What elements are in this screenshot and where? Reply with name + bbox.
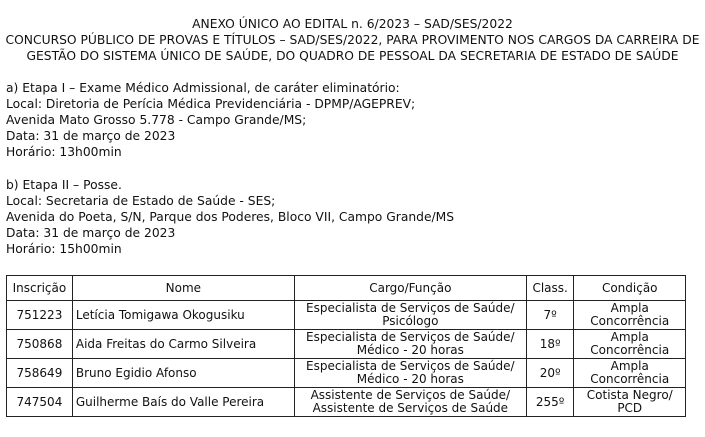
cell-inscricao: 747504	[7, 388, 73, 417]
stage-2-local: Local: Secretaria de Estado de Saúde - SES;	[6, 194, 276, 208]
cargo-line-2: Médico - 20 horas	[356, 372, 464, 386]
cond-line-2: Concorrência	[590, 314, 670, 328]
cell-cargo	[294, 301, 526, 330]
stage-2-section	[6, 177, 696, 257]
stage-1-address: Avenida Mato Grosso 5.778 - Campo Grande/MS;	[6, 113, 307, 127]
cell-condicao	[574, 301, 686, 330]
stage-1-section	[6, 80, 696, 160]
cell-inscricao: 751223	[7, 301, 73, 330]
cell-condicao	[574, 359, 686, 388]
cond-line-2: Concorrência	[590, 343, 670, 357]
cargo-line-2: Assistente de Serviços de Saúde	[312, 401, 509, 415]
cell-cargo	[294, 359, 526, 388]
cargo-line-1: Especialista de Serviços de Saúde/	[306, 330, 515, 344]
table-row	[7, 330, 686, 359]
cell-inscricao: 750868	[7, 330, 73, 359]
cond-line-2: Concorrência	[590, 372, 670, 386]
cell-class: 7º	[526, 301, 574, 330]
cargo-line-1: Especialista de Serviços de Saúde/	[306, 301, 515, 315]
stage-1-date: Data: 31 de março de 2023	[6, 129, 176, 143]
stage-1-local: Local: Diretoria de Perícia Médica Previdenciária - DPMP/AGEPREV;	[6, 97, 416, 111]
table-row	[7, 359, 686, 388]
cell-condicao	[574, 330, 686, 359]
cond-line-1: Ampla	[610, 330, 649, 344]
stage-2-heading: b) Etapa II – Posse.	[6, 178, 122, 192]
edital-title: ANEXO ÚNICO AO EDITAL n. 6/2023 – SAD/SES/2022	[192, 17, 513, 31]
cell-nome: Aida Freitas do Carmo Silveira	[72, 330, 294, 359]
column-header-class: Class.	[526, 276, 574, 301]
table-header-row	[7, 276, 686, 301]
cell-class: 20º	[526, 359, 574, 388]
cell-class: 255º	[526, 388, 574, 417]
edital-subtitle: CONCURSO PÚBLICO DE PROVAS E TÍTULOS – SAD/SES/2022, PARA PROVIMENTO NOS CARGOS DA CARREIRA DE GESTÃO DO SISTEMA ÚNICO DE SAÚDE, DO QUADRO DE PESSOAL DA SECRETARIA DE ESTADO DE SAÚDE	[5, 33, 700, 63]
cond-line-2: PCD	[617, 401, 643, 415]
stage-1-heading: a) Etapa I – Exame Médico Admissional, de caráter eliminatório:	[6, 81, 400, 95]
cargo-line-2: Médico - 20 horas	[356, 343, 464, 357]
column-header-inscricao: Inscrição	[7, 276, 73, 301]
cell-nome: Letícia Tomigawa Okogusiku	[72, 301, 294, 330]
stage-2-date: Data: 31 de março de 2023	[6, 226, 176, 240]
cargo-line-2: Psicólogo	[382, 314, 439, 328]
stage-1-time: Horário: 13h00min	[6, 145, 122, 159]
cell-inscricao: 758649	[7, 359, 73, 388]
cell-class: 18º	[526, 330, 574, 359]
column-header-condicao: Condição	[574, 276, 686, 301]
cell-cargo	[294, 388, 526, 417]
cell-cargo	[294, 330, 526, 359]
cell-nome: Guilherme Baís do Valle Pereira	[72, 388, 294, 417]
cond-line-1: Ampla	[610, 359, 649, 373]
table-row	[7, 301, 686, 330]
cargo-line-1: Assistente de Serviços de Saúde/	[310, 388, 511, 402]
stage-2-address: Avenida do Poeta, S/N, Parque dos Poderes, Bloco VII, Campo Grande/MS	[6, 210, 455, 224]
table-row	[7, 388, 686, 417]
cargo-line-1: Especialista de Serviços de Saúde/	[306, 359, 515, 373]
column-header-nome: Nome	[72, 276, 294, 301]
candidates-table	[6, 275, 686, 417]
cell-condicao	[574, 388, 686, 417]
cond-line-1: Cotista Negro/	[586, 388, 673, 402]
cell-nome: Bruno Egidio Afonso	[72, 359, 294, 388]
stage-2-time: Horário: 15h00min	[6, 242, 122, 256]
cond-line-1: Ampla	[610, 301, 649, 315]
column-header-cargo: Cargo/Função	[294, 276, 526, 301]
